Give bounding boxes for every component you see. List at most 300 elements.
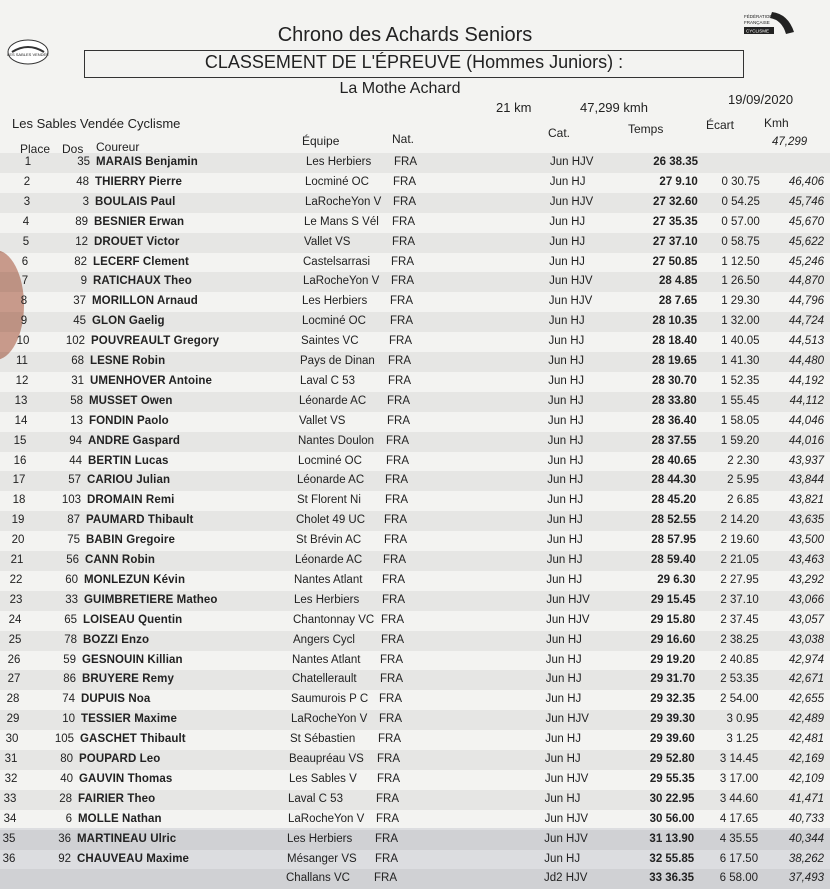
dos-cell: 45 [73, 315, 86, 328]
rider-name: MORILLON Arnaud [92, 295, 198, 308]
rider-name: BABIN Gregoire [86, 534, 175, 547]
table-row [0, 193, 830, 213]
kmh-cell: 44,870 [788, 275, 824, 288]
gap-cell: 1 58.05 [720, 414, 760, 427]
team-cell: Pays de Dinan [300, 355, 375, 367]
place-cell: 27 [7, 673, 21, 686]
time-cell: 28 37.55 [651, 434, 697, 447]
team-cell: St Florent Ni [297, 494, 361, 507]
cat-cell: Jd2 HJV [544, 872, 588, 885]
place-cell: 31 [4, 753, 18, 765]
nat-cell: FRA [383, 554, 406, 566]
rider-name: MARAIS Benjamin [96, 156, 198, 168]
time-cell: 29 19.20 [650, 653, 696, 666]
nat-cell: FRA [378, 733, 401, 746]
rider-name: GESNOUIN Killian [82, 653, 183, 666]
kmh-cell: 43,937 [788, 454, 824, 467]
nat-cell: FRA [379, 713, 402, 726]
table-row [0, 869, 830, 889]
cat-cell: Jun HJV [549, 195, 594, 208]
nat-cell: FRA [388, 374, 411, 387]
dos-cell: 10 [62, 713, 75, 726]
dos-cell: 33 [65, 593, 78, 606]
place-cell: 29 [6, 713, 20, 726]
cat-cell: Jun HJ [548, 374, 584, 387]
place-cell: 6 [21, 255, 29, 268]
header-ecart: Écart [706, 118, 735, 132]
place-cell: 12 [15, 374, 29, 387]
dos-cell: 44 [69, 454, 82, 467]
team-cell: St Sébastien [290, 733, 356, 746]
team-cell: Mésanger VS [287, 852, 357, 865]
gap-cell: 3 1.25 [726, 733, 759, 746]
time-cell: 27 35.35 [652, 215, 698, 228]
nat-cell: FRA [390, 295, 413, 308]
dos-cell: 82 [74, 255, 87, 268]
place-cell: 25 [8, 633, 22, 646]
cat-cell: Jun HJV [544, 832, 588, 845]
rider-name: DROUET Victor [94, 235, 180, 248]
nat-cell: FRA [382, 593, 405, 606]
time-cell: 29 6.30 [657, 573, 696, 586]
team-cell: Challans VC [286, 872, 350, 885]
place-cell: 18 [12, 494, 26, 507]
kmh-cell: 44,480 [788, 355, 824, 367]
table-row [0, 372, 830, 392]
rider-name: ANDRE Gaspard [88, 434, 181, 447]
nat-cell: FRA [390, 315, 413, 328]
gap-cell: 2 6.85 [727, 494, 760, 507]
nat-cell: FRA [386, 454, 409, 467]
gap-cell: 1 32.00 [721, 315, 760, 328]
team-cell: Les Herbiers [287, 832, 353, 845]
time-cell: 29 55.35 [649, 772, 695, 785]
header-dos: Dos [62, 142, 84, 156]
place-cell: 24 [8, 613, 22, 626]
gap-cell: 2 40.85 [720, 653, 759, 666]
gap-cell: 0 30.75 [721, 175, 760, 188]
dos-cell: 59 [63, 653, 76, 666]
gap-cell: 3 17.00 [719, 772, 759, 785]
cat-cell: Jun HJV [546, 593, 590, 606]
table-row [0, 332, 830, 352]
table-row [0, 153, 830, 173]
cat-cell: Jun HJ [547, 534, 583, 547]
table-row [0, 611, 830, 631]
kmh-cell: 44,724 [788, 315, 824, 328]
team-cell: LaRocheYon V [305, 195, 382, 208]
time-cell: 27 32.60 [653, 195, 698, 208]
rider-name: UMENHOVER Antoine [90, 374, 213, 387]
kmh-cell: 43,463 [788, 554, 824, 566]
gap-cell: 1 26.50 [721, 275, 760, 288]
rider-name: MARTINEAU Ulric [77, 832, 177, 845]
nat-cell: FRA [375, 852, 398, 865]
rider-name: BOULAIS Paul [95, 195, 176, 208]
table-row [0, 810, 830, 830]
nat-cell: FRA [387, 394, 410, 407]
kmh-cell: 44,192 [788, 374, 824, 387]
gap-cell: 2 21.05 [720, 554, 759, 566]
svg-text:LES SABLES VENDÉE: LES SABLES VENDÉE [7, 52, 49, 57]
dos-cell: 12 [75, 235, 88, 248]
time-cell: 29 52.80 [649, 753, 695, 765]
rider-name: LECERF Clement [93, 255, 189, 268]
team-cell: Laval C 53 [288, 792, 343, 805]
nat-cell: FRA [384, 534, 407, 547]
nat-cell: FRA [374, 872, 397, 885]
team-cell: Beaupréau VS [289, 753, 364, 765]
place-cell: 15 [13, 434, 27, 447]
dos-cell: 6 [65, 812, 72, 825]
nat-cell: FRA [385, 494, 408, 507]
team-cell: Nantes Doulon [298, 434, 375, 447]
kmh-cell: 37,493 [788, 872, 824, 885]
cat-cell: Jun HJV [544, 812, 589, 825]
table-row [0, 591, 830, 611]
kmh-cell: 44,513 [788, 335, 824, 348]
time-cell: 31 13.90 [649, 832, 695, 845]
place-cell: 32 [4, 772, 18, 785]
time-cell: 28 7.65 [658, 295, 698, 308]
table-row [0, 412, 830, 432]
kmh-cell: 42,655 [788, 693, 824, 706]
nat-cell: FRA [391, 275, 414, 288]
gap-cell: 2 54.00 [720, 693, 759, 706]
table-row [0, 571, 830, 591]
gap-cell: 0 58.75 [721, 235, 760, 248]
rider-name: DUPUIS Noa [81, 693, 151, 706]
rider-name: BRUYERE Remy [82, 673, 174, 686]
kmh-cell: 43,635 [788, 514, 824, 527]
gap-cell: 2 37.45 [720, 613, 759, 626]
team-cell: St Brévin AC [296, 534, 362, 547]
place-cell: 1 [24, 156, 32, 168]
header-temps: Temps [628, 122, 664, 136]
svg-text:FÉDÉRATION: FÉDÉRATION [744, 14, 773, 19]
gap-cell: 2 53.35 [720, 673, 759, 686]
date: 19/09/2020 [728, 92, 794, 107]
place-cell: 16 [13, 454, 27, 467]
gap-cell: 1 52.35 [721, 374, 760, 387]
dos-cell: 60 [65, 573, 78, 586]
table-row [0, 272, 830, 292]
gap-cell: 0 54.25 [721, 195, 760, 208]
cat-cell: Jun HJ [547, 454, 584, 467]
gap-cell: 2 14.20 [720, 514, 759, 527]
rider-name: GASCHET Thibault [80, 733, 186, 746]
header-equipe: Équipe [302, 134, 340, 148]
table-row [0, 551, 830, 571]
cat-cell: Jun HJ [546, 573, 583, 586]
cat-cell: Jun HJ [549, 255, 585, 268]
team-cell: Les Sables V [289, 772, 357, 785]
cat-cell: Jun HJ [545, 673, 582, 686]
table-row [0, 233, 830, 253]
table-row [0, 392, 830, 412]
rider-name: THIERRY Pierre [95, 175, 183, 188]
dos-cell: 56 [66, 554, 79, 566]
team-cell: Chatellerault [292, 673, 357, 686]
table-row [0, 253, 830, 273]
rider-name: DROMAIN Remi [87, 494, 175, 507]
team-cell: Locminé OC [302, 315, 366, 328]
rider-name: GAUVIN Thomas [79, 772, 173, 785]
kmh-cell: 43,821 [788, 494, 824, 507]
cat-cell: Jun HJ [547, 494, 584, 507]
rider-name: POUPARD Leo [79, 753, 161, 765]
table-row [0, 312, 830, 332]
kmh-cell: 44,796 [788, 295, 824, 308]
cat-cell: Jun HJ [547, 394, 584, 407]
header-coureur: Coureur [96, 140, 140, 154]
cat-cell: Jun HJ [547, 414, 584, 427]
place-cell: 9 [20, 315, 28, 328]
rider-name: CHAUVEAU Maxime [77, 852, 190, 865]
place-cell: 28 [6, 693, 20, 706]
dos-cell: 87 [67, 514, 80, 527]
table-row [0, 651, 830, 671]
rider-name: BESNIER Erwan [94, 215, 185, 228]
cat-cell: Jun HJ [546, 633, 582, 646]
gap-cell: 4 35.55 [719, 832, 759, 845]
nat-cell: FRA [376, 812, 399, 825]
time-cell: 28 30.70 [652, 374, 697, 387]
gap-cell: 2 37.10 [720, 593, 759, 606]
kmh-cell: 43,292 [788, 573, 824, 586]
gap-cell: 2 19.60 [720, 534, 759, 547]
team-cell: LaRocheYon V [303, 275, 380, 288]
team-cell: Les Herbiers [302, 295, 368, 308]
team-cell: LaRocheYon V [291, 713, 368, 726]
kmh-cell: 42,489 [788, 713, 824, 726]
time-cell: 27 37.10 [652, 235, 698, 248]
kmh-cell: 40,344 [788, 832, 824, 845]
table-row [0, 790, 830, 810]
rider-name: FAIRIER Theo [78, 792, 156, 805]
dos-cell: 86 [63, 673, 76, 686]
nat-cell: FRA [389, 335, 412, 348]
team-cell: Vallet VS [304, 235, 351, 248]
cat-cell: Jun HJ [548, 335, 585, 348]
rider-name: LOISEAU Quentin [83, 613, 183, 626]
place-cell: 4 [22, 215, 30, 228]
time-cell: 28 40.65 [651, 454, 697, 467]
time-cell: 28 36.40 [651, 414, 697, 427]
classement-title: CLASSEMENT DE L'ÉPREUVE (Hommes Juniors) : [204, 52, 624, 72]
place-cell: 30 [5, 733, 19, 746]
dos-cell: 13 [70, 414, 83, 427]
nat-cell: FRA [388, 355, 411, 367]
dos-cell: 65 [64, 613, 77, 626]
place-cell: 3 [23, 195, 31, 208]
table-row [0, 213, 830, 233]
table-row [0, 511, 830, 531]
cat-cell: Jun HJV [544, 772, 589, 785]
place-cell: 20 [11, 534, 25, 547]
kmh-cell: 43,844 [788, 474, 824, 487]
team-cell: Castelsarrasi [303, 255, 371, 268]
dos-cell: 40 [60, 772, 73, 785]
kmh-cell: 41,471 [788, 792, 824, 805]
rider-name: MOLLE Nathan [78, 812, 162, 825]
place-cell: 10 [16, 335, 30, 348]
team-cell: Angers Cycl [293, 633, 355, 646]
team-cell: LaRocheYon V [288, 812, 365, 825]
nat-cell: FRA [392, 215, 415, 228]
ffc-logo [742, 10, 798, 46]
gap-cell: 1 55.45 [720, 394, 760, 407]
team-cell: Chantonnay VC [293, 613, 375, 626]
nat-cell: FRA [382, 573, 405, 586]
kmh-cell: 45,246 [788, 255, 824, 268]
team-cell: Saintes VC [301, 335, 359, 348]
kmh-cell: 42,671 [788, 673, 824, 686]
location: La Mothe Achard [339, 80, 461, 97]
table-row [0, 710, 830, 730]
time-cell: 28 10.35 [652, 315, 698, 328]
cat-cell: Jun HJ [548, 315, 585, 328]
cat-cell: Jun HJ [544, 753, 581, 765]
dos-cell: 37 [73, 295, 86, 308]
nat-cell: FRA [386, 434, 409, 447]
rider-name: RATICHAUX Theo [93, 275, 192, 288]
dos-cell: 105 [54, 733, 74, 746]
time-cell: 28 57.95 [651, 534, 696, 547]
team-cell: Léonarde AC [297, 474, 365, 487]
cat-cell: Jun HJV [545, 713, 589, 726]
place-cell: 36 [2, 852, 16, 865]
team-cell: Saumurois P C [291, 693, 369, 706]
dos-cell: 57 [68, 474, 81, 487]
kmh-cell: 45,622 [788, 235, 824, 248]
gap-cell: 2 2.30 [727, 454, 760, 467]
kmh-cell: 43,066 [788, 593, 824, 606]
team-cell: Le Mans S Vél [304, 215, 379, 228]
header-kmh: Kmh [764, 116, 789, 130]
kmh-cell: 43,057 [788, 613, 824, 626]
place-cell: 17 [12, 474, 26, 487]
rider-name: GUIMBRETIERE Matheo [84, 593, 218, 606]
place-cell: 13 [14, 394, 28, 407]
cat-cell: Jun HJ [547, 474, 584, 487]
club-name: Les Sables Vendée Cyclisme [12, 116, 181, 131]
average-speed: 47,299 kmh [580, 100, 648, 115]
time-cell: 27 9.10 [659, 175, 698, 188]
dos-cell: 80 [60, 753, 73, 765]
kmh-cell: 42,974 [788, 653, 824, 666]
nat-cell: FRA [387, 414, 410, 427]
dos-cell: 58 [70, 394, 83, 407]
time-cell: 29 32.35 [650, 693, 695, 706]
place-cell: 19 [11, 514, 25, 527]
place-cell: 22 [9, 573, 23, 586]
cat-cell: Jun HJV [550, 156, 594, 168]
cat-cell: Jun HJ [544, 852, 581, 865]
place-cell: 34 [3, 812, 17, 825]
cat-cell: Jun HJ [548, 355, 584, 367]
time-cell: 28 19.65 [652, 355, 697, 367]
gap-cell: 3 44.60 [719, 792, 759, 805]
place-cell: 8 [20, 295, 28, 308]
time-cell: 28 45.20 [651, 494, 697, 507]
rider-name: POUVREAULT Gregory [91, 335, 220, 348]
place-cell: 14 [14, 414, 28, 427]
cat-cell: Jun HJV [549, 275, 593, 288]
rider-name: FONDIN Paolo [89, 414, 169, 427]
cat-cell: Jun HJV [546, 613, 590, 626]
cat-cell: Jun HJ [549, 235, 586, 248]
time-cell: 26 38.35 [653, 156, 698, 168]
nat-cell: FRA [394, 156, 417, 168]
kmh-cell: 42,481 [788, 733, 824, 746]
time-cell: 28 4.85 [659, 275, 698, 288]
team-cell: Les Herbiers [306, 156, 372, 168]
team-cell: Les Herbiers [294, 593, 360, 606]
nat-cell: FRA [381, 633, 404, 646]
dos-cell: 9 [80, 275, 87, 288]
gap-cell: 0 57.00 [721, 215, 760, 228]
time-cell: 28 59.40 [651, 554, 696, 566]
svg-text:CYCLISME: CYCLISME [746, 28, 770, 34]
place-cell: 5 [22, 235, 30, 248]
table-row [0, 830, 830, 850]
nat-cell: FRA [391, 255, 414, 268]
time-cell: 28 52.55 [651, 514, 696, 527]
table-row [0, 730, 830, 750]
place-cell: 11 [16, 355, 28, 367]
cat-cell: Jun HJ [546, 554, 583, 566]
kmh-cell: 46,406 [788, 175, 824, 188]
dos-cell: 31 [71, 374, 84, 387]
time-cell: 32 55.85 [649, 852, 695, 865]
time-cell: 30 56.00 [649, 812, 695, 825]
nat-cell: FRA [376, 792, 399, 805]
les-sables-vendee-logo [6, 38, 50, 66]
team-cell: Locminé OC [298, 454, 362, 467]
table-row [0, 690, 830, 710]
cat-cell: Jun HJ [547, 434, 584, 447]
time-cell: 29 15.45 [650, 593, 696, 606]
kmh-cell: 42,109 [788, 772, 824, 785]
distance: 21 km [496, 100, 532, 115]
rider-name: BOZZI Enzo [83, 633, 150, 646]
kmh-cell: 44,112 [789, 394, 824, 407]
cat-cell: Jun HJ [544, 792, 581, 805]
leader-kmh: 47,299 [772, 136, 808, 148]
gap-cell: 2 5.95 [727, 474, 760, 487]
kmh-cell: 43,038 [788, 633, 824, 646]
header-nat: Nat. [392, 132, 415, 146]
time-cell: 29 15.80 [650, 613, 696, 626]
nat-cell: FRA [380, 653, 403, 666]
nat-cell: FRA [375, 832, 398, 845]
rider-name: MUSSET Owen [89, 394, 173, 407]
gap-cell: 1 41.30 [721, 355, 760, 367]
gap-cell: 1 59.20 [720, 434, 760, 447]
rider-name: CANN Robin [85, 554, 155, 566]
svg-text:FRANÇAISE: FRANÇAISE [744, 20, 770, 25]
time-cell: 29 16.60 [650, 633, 696, 646]
dos-cell: 48 [76, 175, 89, 188]
gap-cell: 3 0.95 [726, 713, 759, 726]
dos-cell: 89 [75, 215, 88, 228]
header-cat: Cat. [548, 126, 571, 140]
gap-cell: 1 40.05 [721, 335, 760, 348]
kmh-cell: 44,046 [788, 414, 824, 427]
rider-name: BERTIN Lucas [88, 454, 169, 467]
team-cell: Locminé OC [305, 175, 369, 188]
